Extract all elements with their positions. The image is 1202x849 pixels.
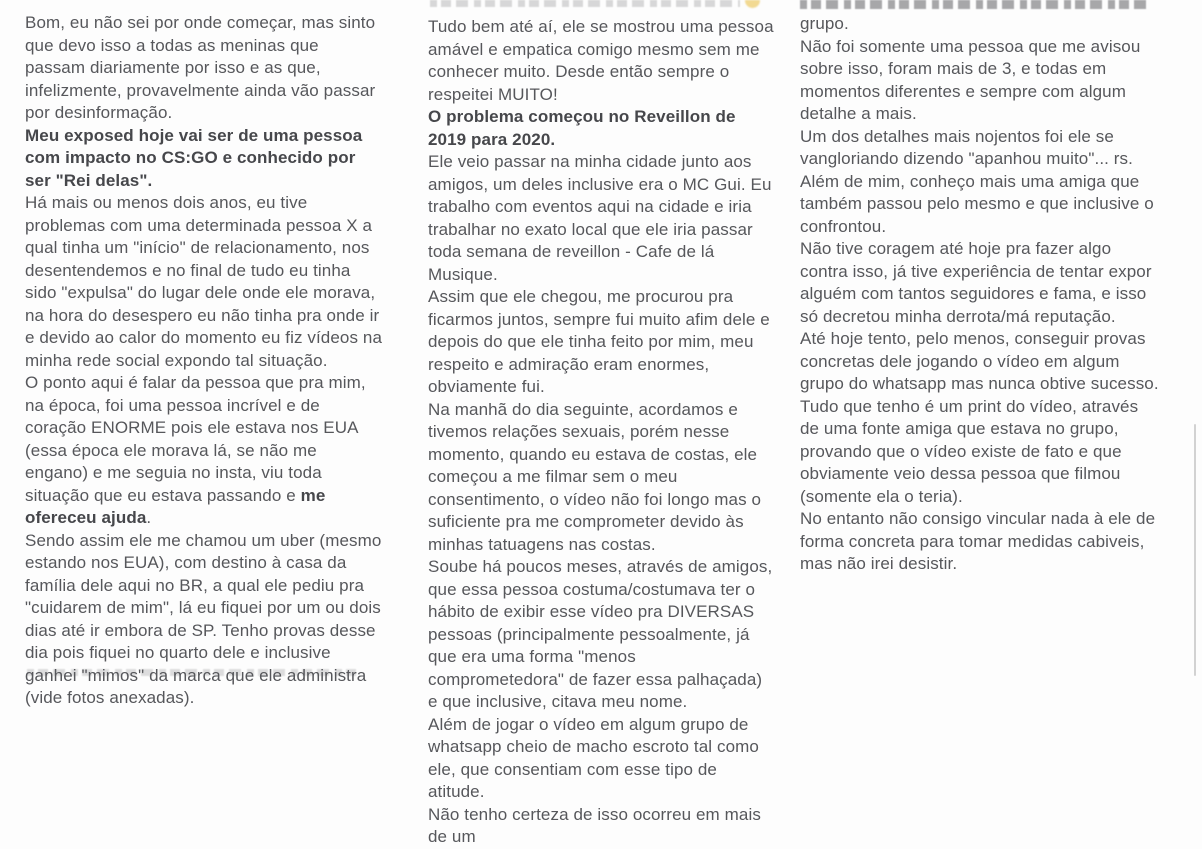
text-segment: Até hoje tento, pelo menos, conseguir provas concretas dele jogando o vídeo em algum grupo do whatsapp mas nunca obtive sucesso. [800,329,1159,393]
paragraph [800,238,1160,328]
text-segment: grupo. [800,14,849,33]
paragraph [428,151,774,286]
bold-text-segment: me ofereceu ajuda [25,485,326,527]
text-segment: Bom, eu não sei por onde começar, mas sinto que devo isso a todas as meninas que passam diariamente por isso e as que, infelizmente, provavelmente ainda vão passar por desinformação. [25,13,376,122]
paragraph [800,126,1160,171]
bold-text-segment: O problema começou no Reveillon de 2019 para 2020. [428,107,736,149]
paragraph [800,171,1160,239]
paragraph [428,106,774,151]
text-column-1 [25,12,383,710]
text-segment: Tudo bem até aí, ele se mostrou uma pessoa amável e empatica comigo mesmo sem me conhecer muito. Desde então sempre o respeitei MUITO! [428,17,774,104]
text-segment: Além de jogar o vídeo em algum grupo de whatsapp cheio de macho escroto tal como ele, que consentiam com esse tipo de atitude. [428,714,759,801]
paragraph [25,192,383,372]
paragraph [25,125,383,193]
cropped-text-line-top-col3 [800,0,1152,9]
text-segment: Tudo que tenho é um print do vídeo, através de uma fonte amiga que estava no grupo, provando que o vídeo existe de fato e que obviamente veio dessa pessoa que filmou (somente ela o teria). [800,396,1139,506]
text-segment: Soube há poucos meses, através de amigos, que essa pessoa costuma/costumava ter o hábito de exibir esse vídeo pra DIVERSAS pessoas (principalmente pessoalmente, já que era uma forma "menos comprometedora" de fazer essa palhaçada) e que inclusive, citava meu nome. [428,557,773,711]
text-segment: Além de mim, conheço mais uma amiga que também passou pelo mesmo e que inclusive o confrontou. [800,171,1154,236]
text-segment: Ele veio passar na minha cidade junto aos amigos, um deles inclusive era o MC Gui. Eu trabalho com eventos aqui na cidade e iria trabalhar no exato local que ele iria passar toda semana de reveillon - Cafe de lá Musique. [428,152,772,284]
paragraph [800,13,1160,36]
scrollbar[interactable] [1194,424,1196,676]
text-segment: Um dos detalhes mais nojentos foi ele se vangloriando dizendo "apanhou muito"... rs. [800,126,1133,168]
paragraph [428,286,774,399]
text-segment: Sendo assim ele me chamou um uber (mesmo estando nos EUA), com destino à casa da família dele aqui no BR, a qual ele pediu pra "cuidarem de mim", lá eu fiquei por um ou dois dias até ir embora de SP. Tenho provas desse dia pois fiquei no quarto dele e inclusive ganhei "mimos" da marca que ele administra (vide fotos anexadas). [25,530,382,707]
paragraph [25,530,383,710]
text-segment: Assim que ele chegou, me procurou pra ficarmos juntos, sempre fui muito afim dele e depois do que ele tinha feito por mim, meu respeito e admiração eram enormes, obviamente fui. [428,287,770,396]
bold-text-segment: Meu exposed hoje vai ser de uma pessoa com impacto no CS:GO e conhecido por ser "Rei delas". [25,125,363,190]
text-segment: Na manhã do dia seguinte, acordamos e tivemos relações sexuais, porém nesse momento, quando eu estava de costas, ele começou a me filmar sem o meu consentimento, o vídeo não foi longo mas o suficiente pra me comprometer devido às minhas tatuagens nas costas. [428,399,762,554]
paragraph [428,399,774,557]
text-segment: Há mais ou menos dois anos, eu tive problemas com uma determinada pessoa X a qual tinha um "início" de relacionamento, nos desentendemos e no final de tudo eu tinha sido "expulsa" do lugar dele onde ele morava, na hora do desespero eu não tinha pra onde ir e devido ao calor do momento eu fiz vídeos na minha rede social expondo tal situação. [25,193,382,370]
paragraph [25,12,383,125]
paragraph [428,804,774,849]
paragraph [800,396,1160,509]
text-column-2 [428,16,774,849]
paragraph [800,328,1160,396]
paragraph [800,508,1160,576]
paragraph [428,16,774,106]
cropped-text-line-top-col2 [430,0,740,7]
cropped-emoji-icon [745,0,760,8]
paragraph [428,714,774,804]
text-segment: Não tenho certeza de isso ocorreu em mais de um [428,804,761,846]
text-segment: . [146,508,152,527]
text-column-3 [800,13,1160,576]
text-segment: Não foi somente uma pessoa que me avisou sobre isso, foram mais de 3, e todas em momentos diferentes e sempre com algum detalhe a mais. [800,36,1141,123]
paragraph [428,556,774,714]
paragraph [25,372,383,530]
paragraph [800,36,1160,126]
text-segment: O ponto aqui é falar da pessoa que pra mim, na época, foi uma pessoa incrível e de coração ENORME pois ele estava nos EUA (essa época ele morava lá, se não me engano) e me seguia no insta, viu toda situação que eu estava passando e [25,373,366,505]
text-segment: No entanto não consigo vincular nada à ele de forma concreta para tomar medidas cabiveis, mas não irei desistir. [800,509,1156,573]
text-segment: Não tive coragem até hoje pra fazer algo contra isso, já tive experiência de tentar expor alguém com tantos seguidores e fama, e isso só decretou minha derrota/má reputação. [800,239,1152,326]
